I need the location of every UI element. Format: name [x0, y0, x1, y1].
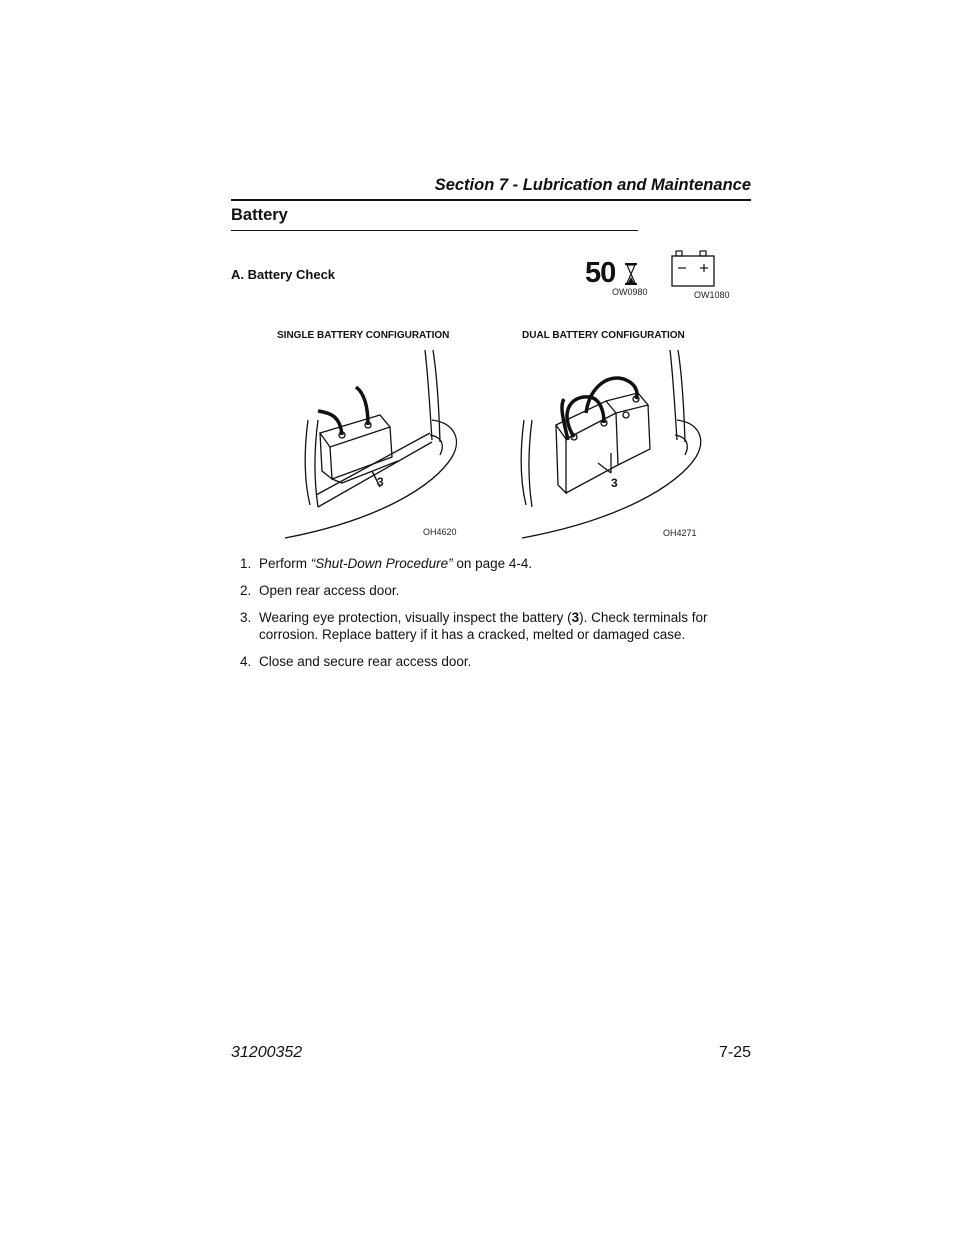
step-number: 4. [240, 654, 252, 669]
interval-hours: 50 [585, 257, 616, 289]
step-number: 1. [240, 556, 252, 571]
battery-symbol-code: OW1080 [694, 290, 730, 300]
dual-battery-figure-title: DUAL BATTERY CONFIGURATION [522, 330, 685, 341]
step-text: Wearing eye protection, visually inspect the battery ( [259, 610, 572, 625]
step-number: 2. [240, 583, 252, 598]
figure-callout: 3 [377, 475, 384, 489]
document-number: 31200352 [231, 1044, 303, 1061]
procedure-reference-link[interactable]: “Shut-Down Procedure” [310, 556, 453, 571]
procedure-steps [240, 555, 750, 680]
step-text: Close and secure rear access door. [259, 654, 472, 669]
single-battery-illustration [280, 345, 460, 540]
step-text: ). Check terminals for corrosion. Replace battery if it has a cracked, melted or damaged case. [259, 610, 708, 642]
section-divider [231, 199, 751, 201]
battery-symbol-icon [670, 250, 716, 288]
single-battery-figure-title: SINGLE BATTERY CONFIGURATION [277, 330, 450, 341]
step-text: Open rear access door. [259, 583, 400, 598]
step-text: Perform [259, 556, 311, 571]
hourglass-icon [624, 263, 638, 285]
page-heading: Battery [231, 206, 288, 224]
step-item [240, 582, 750, 599]
step-item [240, 653, 750, 670]
step-number: 3. [240, 610, 252, 625]
heading-divider [231, 230, 638, 231]
page-number: 7-25 [718, 1044, 751, 1061]
step-text: on page 4-4. [452, 556, 533, 571]
figure-code: OH4271 [663, 528, 697, 538]
step-item [240, 609, 750, 643]
subheading: A. Battery Check [231, 267, 336, 282]
figure-code: OH4620 [423, 527, 457, 537]
section-title: Section 7 - Lubrication and Maintenance [434, 176, 751, 194]
figure-callout: 3 [611, 476, 618, 490]
step-item [240, 555, 750, 572]
hourglass-code: OW0980 [612, 287, 648, 297]
callout-reference: 3 [571, 610, 580, 625]
dual-battery-illustration [520, 345, 705, 540]
